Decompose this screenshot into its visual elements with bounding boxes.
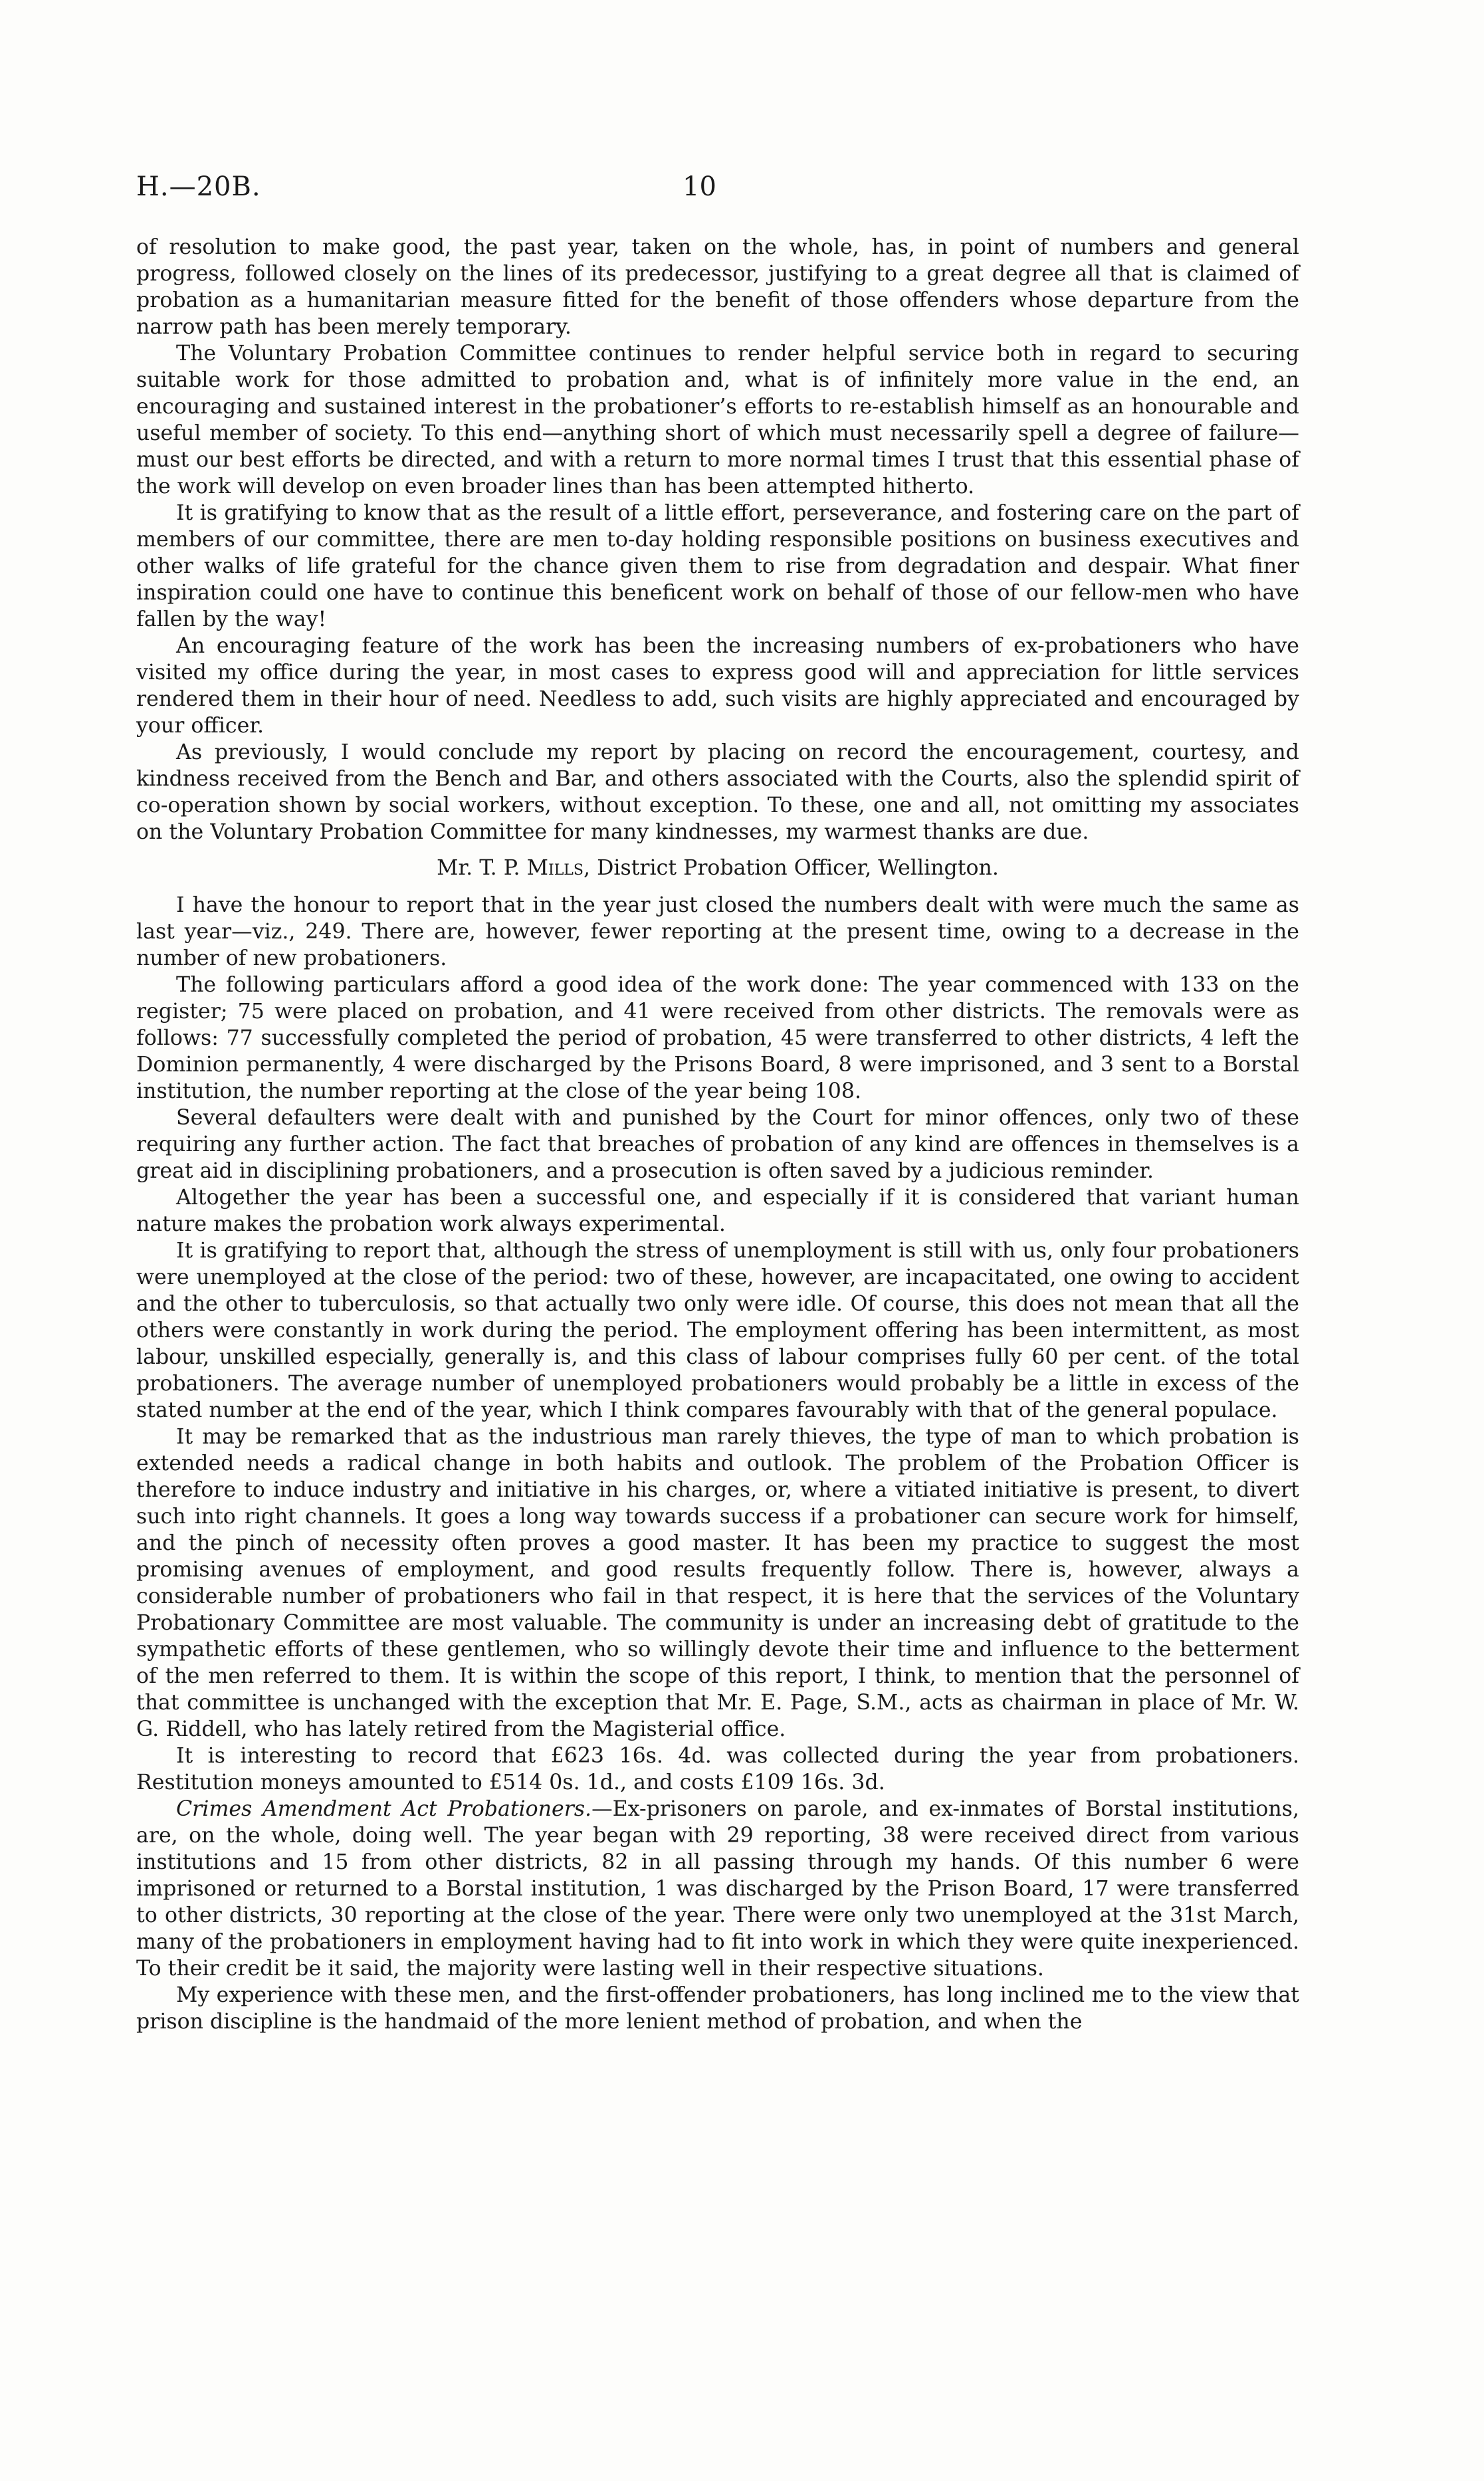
paragraph: It is interesting to record that £623 16s. 4d. was collected during the year from probationers. Restitution moneys amounted to £514 0s. 1d., and costs £109 16s. 3d. bbox=[136, 1744, 1299, 1794]
page-header bbox=[136, 171, 1332, 211]
paragraph: An encouraging feature of the work has been the increasing numbers of ex-probationers who have visited my office during the year, in most cases to express good will and appreciation for little services rendered them in their hour of need. Needless to add, such visits are highly appreciated and encouraged by your officer. bbox=[136, 634, 1299, 738]
paragraph: The Voluntary Probation Committee continues to render helpful service both in regard to securing suitable work for those admitted to probation and, what is of infinitely more value in the end, an encouraging and sustained interest in the probationer’s efforts to re-establish himself as an honourable and useful member of society. To this end—anything short of which must necessarily spell a degree of failure—must our best efforts be directed, and with a return to more normal times I trust that this essential phase of the work will develop on even broader lines than has been attempted hitherto. bbox=[136, 342, 1299, 498]
paragraph: It may be remarked that as the industrious man rarely thieves, the type of man to which probation is extended needs a radical change in both habits and outlook. The problem of the Probation Officer is therefore to induce industry and initiative in his charges, or, where a vitiated initiative is present, to divert such into right channels. It goes a long way towards success if a probationer can secure work for himself, and the pinch of necessity often proves a good master. It has been my practice to suggest the most promising avenues of employment, and good results frequently follow. There is, however, always a considerable number of probationers who fail in that respect, it is here that the services of the Voluntary Probationary Committee are most valuable. The community is under an increasing debt of gratitude to the sympathetic efforts of these gentlemen, who so willingly devote their time and influence to the betterment of the men referred to them. It is within the scope of this report, I think, to mention that the personnel of that committee is unchanged with the exception that Mr. E. Page, S.M., acts as chairman in place of Mr. W. G. Riddell, who has lately retired from the Magisterial office. bbox=[136, 1425, 1299, 1741]
document-code: H.—20B. bbox=[136, 171, 261, 202]
paragraph: Altogether the year has been a successful one, and especially if it is considered that variant human nature makes the probation work always experimental. bbox=[136, 1186, 1299, 1236]
paragraph: It is gratifying to know that as the result of a little effort, perseverance, and fostering care on the part of members of our committee, there are men to-day holding responsible positions on business executives and other walks of life grateful for the chance given them to rise from degradation and despair. What finer inspiration could one have to continue this beneficent work on behalf of those of our fellow-men who have fallen by the way! bbox=[136, 501, 1299, 631]
crimes-text: —Ex-prisoners on parole, and ex-inmates of Borstal institutions, are, on the whole, doing well. The year began with 29 reporting, 38 were received direct from various institutions and 15 from other districts, 82 in all passing through my hands. Of this number 6 were imprisoned or returned to a Borstal institution, 1 was discharged by the Prison Board, 17 were transferred to other districts, 30 reporting at the close of the year. There were only two unemployed at the 31st March, many of the probationers in employment having had to fit into work in which they were quite inexperienced. To their credit be it said, the majority were lasting well in their respective situations. bbox=[136, 1797, 1299, 1981]
crimes-lead: Crimes Amendment Act Probationers. bbox=[176, 1797, 592, 1821]
heading-surname: Mills bbox=[526, 856, 583, 880]
paragraph-final: My experience with these men, and the first-offender probationers, has long inclined me to the view that prison discipline is the handmaid of the more lenient method of probation, and when the bbox=[136, 1983, 1299, 2034]
paragraph: Several defaulters were dealt with and punished by the Court for minor offences, only two of these requiring any further action. The fact that breaches of probation of any kind are offences in themselves is a great aid in disciplining probationers, and a prosecution is often saved by a judicious reminder. bbox=[136, 1106, 1299, 1183]
paragraph: As previously, I would conclude my report by placing on record the encouragement, courtesy, and kindness received from the Bench and Bar, and others associated with the Courts, also the splendid spirit of co-operation shown by social workers, without exception. To these, one and all, not omitting my associates on the Voluntary Probation Committee for many kindnesses, my warmest thanks are due. bbox=[136, 740, 1299, 844]
section-heading bbox=[136, 855, 1299, 881]
page-number: 10 bbox=[683, 171, 716, 202]
paragraph-continued: of resolution to make good, the past year, taken on the whole, has, in point of numbers and general progress, followed closely on the lines of its predecessor, justifying to a great degree all that is claimed of probation as a humanitarian measure fitted for the benefit of those offenders whose departure from the narrow path has been merely temporary. bbox=[136, 235, 1299, 339]
report-body bbox=[136, 234, 1299, 2035]
heading-name-prefix: Mr. T. P. bbox=[437, 856, 527, 880]
paragraph: The following particulars afford a good idea of the work done: The year commenced with 133 on the register; 75 were placed on probation, and 41 were received from other districts. The removals were as follows: 77 successfully completed the period of probation, 45 were transferred to other districts, 4 left the Dominion permanently, 4 were discharged by the Prisons Board, 8 were imprisoned, and 3 sent to a Borstal institution, the number reporting at the close of the year being 108. bbox=[136, 973, 1299, 1103]
paragraph-crimes-amendment bbox=[136, 1796, 1299, 1982]
paragraph: I have the honour to report that in the year just closed the numbers dealt with were much the same as last year—viz., 249. There are, however, fewer reporting at the present time, owing to a decrease in the number of new probationers. bbox=[136, 893, 1299, 970]
paragraph: It is gratifying to report that, although the stress of unemployment is still with us, only four probationers were unemployed at the close of the period: two of these, however, are incapacitated, one owing to accident and the other to tuberculosis, so that actually two only were idle. Of course, this does not mean that all the others were constantly in work during the period. The employment offering has been intermittent, as most labour, unskilled especially, generally is, and this class of labour comprises fully 60 per cent. of the total probationers. The average number of unemployed probationers would probably be a little in excess of the stated number at the end of the year, which I think compares favourably with that of the general populace. bbox=[136, 1239, 1299, 1422]
heading-title: , District Probation Officer, Wellington. bbox=[583, 856, 999, 880]
